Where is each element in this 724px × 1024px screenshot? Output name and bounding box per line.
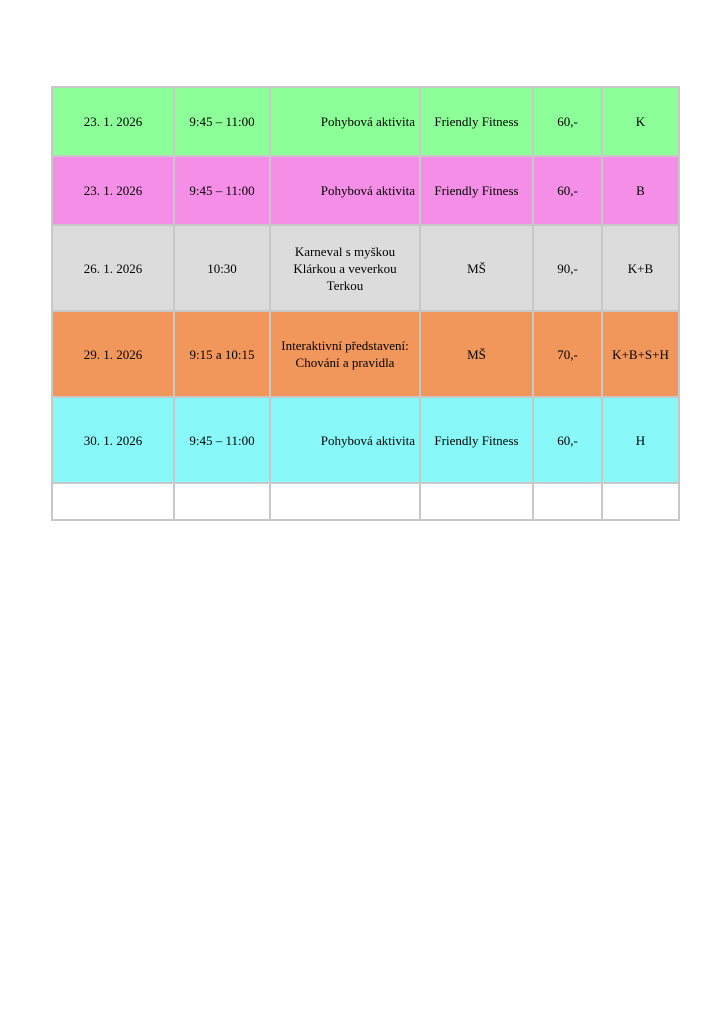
place-cell: Friendly Fitness: [421, 88, 532, 155]
time-cell: [175, 484, 269, 519]
price-cell: 70,-: [534, 312, 601, 396]
schedule-table: [51, 86, 680, 521]
date-cell: 23. 1. 2026: [53, 88, 173, 155]
date-cell: 26. 1. 2026: [53, 226, 173, 310]
place-cell: Friendly Fitness: [421, 398, 532, 482]
date-cell: 23. 1. 2026: [53, 157, 173, 224]
time-cell: 10:30: [175, 226, 269, 310]
place-cell: [421, 484, 532, 519]
table-row: [53, 398, 678, 482]
time-cell: 9:45 – 11:00: [175, 398, 269, 482]
table-row: [53, 484, 678, 519]
table-row: [53, 226, 678, 310]
date-cell: 30. 1. 2026: [53, 398, 173, 482]
time-cell: 9:15 a 10:15: [175, 312, 269, 396]
group-cell: H: [603, 398, 678, 482]
event-cell: Interaktivní představení: Chování a pravidla: [271, 312, 419, 396]
date-cell: [53, 484, 173, 519]
group-cell: K: [603, 88, 678, 155]
price-cell: [534, 484, 601, 519]
time-cell: 9:45 – 11:00: [175, 88, 269, 155]
group-cell: B: [603, 157, 678, 224]
event-cell: Pohybová aktivita: [271, 88, 419, 155]
event-cell: Karneval s myškou Klárkou a veverkou Terkou: [271, 226, 419, 310]
price-cell: 60,-: [534, 157, 601, 224]
table-row: [53, 157, 678, 224]
price-cell: 60,-: [534, 88, 601, 155]
group-cell: K+B: [603, 226, 678, 310]
table-row: [53, 312, 678, 396]
place-cell: MŠ: [421, 226, 532, 310]
group-cell: K+B+S+H: [603, 312, 678, 396]
event-cell: Pohybová aktivita: [271, 398, 419, 482]
place-cell: MŠ: [421, 312, 532, 396]
group-cell: [603, 484, 678, 519]
time-cell: 9:45 – 11:00: [175, 157, 269, 224]
table-row: [53, 88, 678, 155]
date-cell: 29. 1. 2026: [53, 312, 173, 396]
event-cell: [271, 484, 419, 519]
event-cell: Pohybová aktivita: [271, 157, 419, 224]
price-cell: 90,-: [534, 226, 601, 310]
price-cell: 60,-: [534, 398, 601, 482]
place-cell: Friendly Fitness: [421, 157, 532, 224]
